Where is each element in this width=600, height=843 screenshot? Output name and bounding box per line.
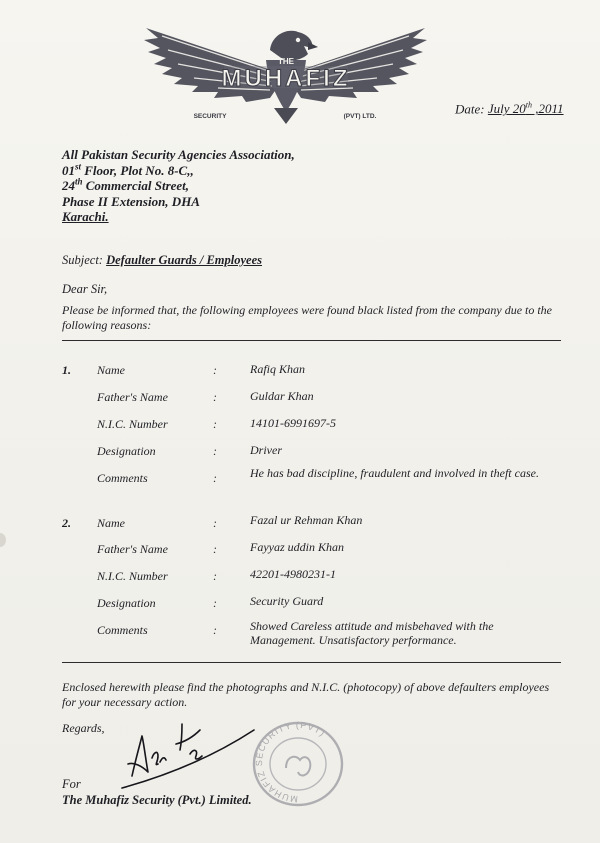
subject-text: Defaulter Guards / Employees xyxy=(106,253,262,267)
address-line-2-ordinal: st xyxy=(75,161,82,172)
address-line-2-number: 01 xyxy=(62,162,75,178)
field-label: Name xyxy=(97,363,125,377)
recipient-address xyxy=(62,147,295,225)
address-line-3-ordinal: th xyxy=(75,176,83,187)
address-line-3-number: 24 xyxy=(62,178,75,193)
logo-title-text: MUHAFIZ xyxy=(221,65,351,92)
divider-top xyxy=(62,340,561,341)
address-line-5: Karachi. xyxy=(62,209,109,224)
address-line-1: All Pakistan Security Agencies Association, xyxy=(62,147,295,162)
punch-hole xyxy=(0,533,6,547)
salutation: Dear Sir, xyxy=(62,282,108,296)
closing-regards: Regards, xyxy=(62,721,105,735)
field-value: Fazal ur Rehman Khan xyxy=(250,513,363,527)
field-value: Guldar Khan xyxy=(250,389,314,403)
field-value: 42201-4980231-1 xyxy=(250,567,336,581)
address-line-2-text: Floor, Plot No. 8-C,, xyxy=(81,162,194,178)
field-label: Name xyxy=(97,516,125,530)
for-label: For xyxy=(62,777,81,791)
field-value: Driver xyxy=(250,443,282,457)
letter-date xyxy=(455,101,564,117)
field-colon: : xyxy=(213,542,217,556)
field-label: Father's Name xyxy=(97,390,168,404)
field-colon: : xyxy=(213,569,217,583)
address-line-4: Phase II Extension, DHA xyxy=(62,193,200,209)
field-value: Showed Careless attitude and misbehaved with the xyxy=(250,619,494,633)
field-value: 14101-6991697-5 xyxy=(250,416,336,430)
intro-paragraph: Please be informed that, the following employees were found black listed from the company due to the following reasons: xyxy=(62,303,553,332)
field-value: Security Guard xyxy=(250,594,324,608)
handwritten-signature xyxy=(118,714,258,794)
date-label: Date: xyxy=(455,101,485,117)
field-value: Fayyaz uddin Khan xyxy=(250,540,344,554)
field-label: Designation xyxy=(97,444,156,458)
record-number: 1. xyxy=(62,363,71,377)
company-name: The Muhafiz Security (Pvt.) Limited. xyxy=(62,793,252,807)
field-label: Father's Name xyxy=(97,542,168,556)
subject-line xyxy=(62,253,262,268)
field-label: Comments xyxy=(97,471,148,485)
record-number: 2. xyxy=(62,516,71,530)
field-colon: : xyxy=(213,596,217,610)
field-colon: : xyxy=(213,417,217,431)
field-colon: : xyxy=(213,444,217,458)
field-value: He has bad discipline, fraudulent and involved in theft case. xyxy=(250,466,539,480)
field-colon: : xyxy=(213,516,217,530)
company-seal-stamp xyxy=(242,718,354,810)
date-value xyxy=(488,101,564,116)
muhafiz-eagle-logo xyxy=(138,20,433,132)
divider-bottom xyxy=(62,662,561,663)
address-line-2 xyxy=(62,163,295,179)
field-label: Comments xyxy=(97,623,148,637)
stamp-ring-text: MUHAFIZ SECURITY (PVT) xyxy=(253,719,328,805)
address-line-3 xyxy=(62,178,295,194)
subject-label: Subject: xyxy=(62,253,103,267)
logo-the-text: THE xyxy=(278,57,294,66)
date-month: July 20 xyxy=(487,101,526,117)
field-colon: : xyxy=(213,390,217,404)
date-year: ,2011 xyxy=(532,101,564,117)
field-label: N.I.C. Number xyxy=(97,417,168,431)
field-value: Rafiq Khan xyxy=(250,362,306,376)
field-label: N.I.C. Number xyxy=(97,569,168,583)
field-label: Designation xyxy=(97,596,156,610)
enclosure-paragraph: Enclosed herewith please find the photographs and N.I.C. (photocopy) of above defaulters employees for your necessary action. xyxy=(62,680,550,709)
field-colon: : xyxy=(213,363,217,377)
logo-security-text: SECURITY xyxy=(193,113,227,120)
field-colon: : xyxy=(213,623,217,637)
logo-pvt-text: (PVT) LTD. xyxy=(343,113,377,120)
field-value-continued: Management. Unsatisfactory performance. xyxy=(250,633,457,647)
date-ordinal: th xyxy=(525,101,532,110)
address-line-3-text: Commercial Street, xyxy=(82,178,190,193)
field-colon: : xyxy=(213,471,217,485)
